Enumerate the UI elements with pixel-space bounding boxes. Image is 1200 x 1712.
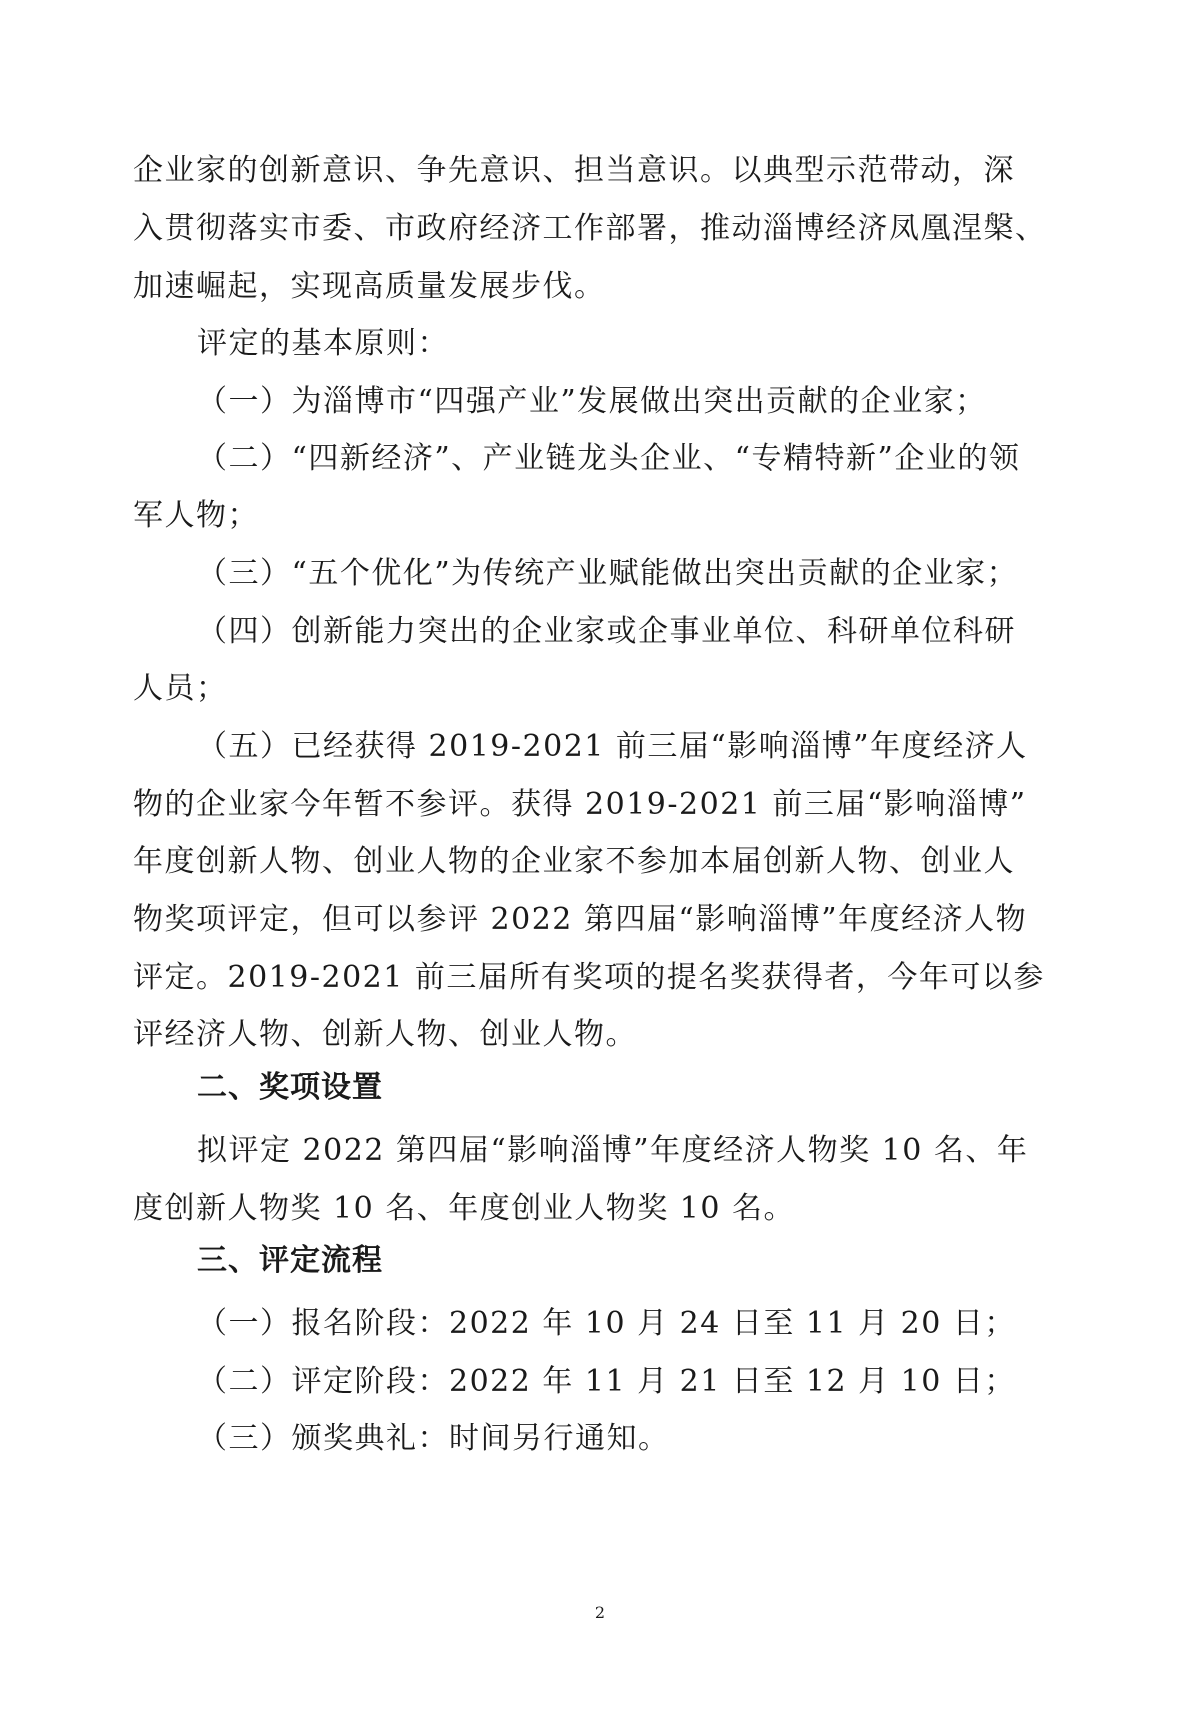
principle-item-continued: 年度创新人物、创业人物的企业家不参加本届创新人物、创业人 <box>133 844 1015 879</box>
principle-item-continued: 评经济人物、创新人物、创业人物。 <box>133 1017 637 1052</box>
principle-item-continued: 人员； <box>133 671 228 706</box>
principle-item-continued: 军人物； <box>133 498 259 533</box>
timeline-item: （三）颁奖典礼：时间另行通知。 <box>197 1421 670 1456</box>
paragraph-line: 加速崛起，实现高质量发展步伐。 <box>133 269 606 304</box>
section-body-line: 拟评定 2022 第四届“影响淄博”年度经济人物奖 10 名、年 <box>197 1133 1029 1168</box>
paragraph-line: 企业家的创新意识、争先意识、担当意识。以典型示范带动，深 <box>133 153 1015 188</box>
principles-intro: 评定的基本原则： <box>197 326 449 361</box>
paragraph-line: 入贯彻落实市委、市政府经济工作部署，推动淄博经济凤凰涅槃、 <box>133 211 1047 246</box>
principle-item: （四）创新能力突出的企业家或企事业单位、科研单位科研 <box>197 614 1016 649</box>
principle-item: （五）已经获得 2019-2021 前三届“影响淄博”年度经济人 <box>197 729 1028 764</box>
principle-item-continued: 物奖项评定，但可以参评 2022 第四届“影响淄博”年度经济人物 <box>133 902 1028 937</box>
principle-item: （三）“五个优化”为传统产业赋能做出突出贡献的企业家； <box>197 556 1019 591</box>
principle-item-continued: 物的企业家今年暂不参评。获得 2019-2021 前三届“影响淄博” <box>133 787 1027 822</box>
principle-item: （二）“四新经济”、产业链龙头企业、“专精特新”企业的领 <box>197 441 1021 476</box>
timeline-item: （一）报名阶段：2022 年 10 月 24 日至 11 月 20 日； <box>197 1306 1016 1341</box>
timeline-item: （二）评定阶段：2022 年 11 月 21 日至 12 月 10 日； <box>197 1364 1016 1399</box>
principle-item-continued: 评定。2019-2021 前三届所有奖项的提名奖获得者，今年可以参 <box>133 960 1045 995</box>
principle-item: （一）为淄博市“四强产业”发展做出突出贡献的企业家； <box>197 384 987 419</box>
section-heading: 二、奖项设置 <box>197 1070 383 1105</box>
page-number: 2 <box>594 1603 606 1622</box>
section-body-line: 度创新人物奖 10 名、年度创业人物奖 10 名。 <box>133 1191 795 1226</box>
section-heading: 三、评定流程 <box>197 1243 383 1278</box>
